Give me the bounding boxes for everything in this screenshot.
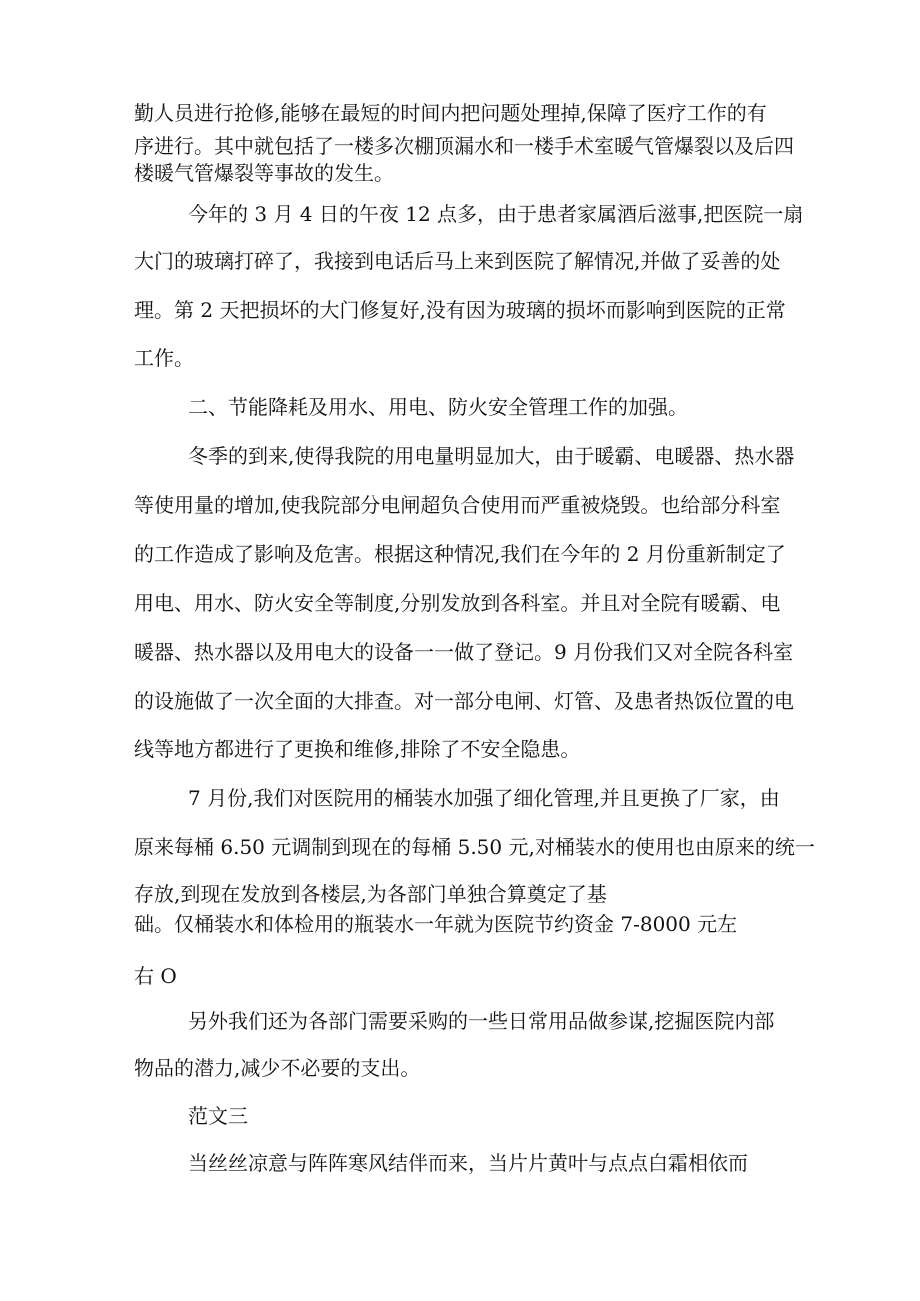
text-line: 理。第 2 天把损坏的大门修复好,没有因为玻璃的损坏而影响到医院的正常: [134, 298, 786, 322]
text-line: 当丝丝凉意与阵阵寒风结伴而来，当片片黄叶与点点白霜相依而: [188, 1151, 748, 1175]
text-line: 序进行。其中就包括了一楼多次棚顶漏水和一楼手术室暖气管爆裂以及后四: [134, 134, 794, 158]
text-line: 勤人员进行抢修,能够在最短的时间内把问题处理掉,保障了医疗工作的有: [134, 101, 767, 125]
text-line: 7 月份,我们对医院用的桶装水加强了细化管理,并且更换了厂家，由: [188, 786, 780, 810]
text-line: 冬季的到来,使得我院的用电量明显加大，由于暖霸、电暖器、热水器: [188, 444, 795, 468]
text-line: 的设施做了一次全面的大排查。对一部分电闸、灯管、及患者热饭位置的电: [134, 689, 794, 713]
text-line: 另外我们还为各部门需要采购的一些日常用品做参谋,挖掘医院内部: [188, 1009, 775, 1033]
section-heading: 范文三: [188, 1104, 248, 1128]
text-line: 原来每桶 6.50 元调制到现在的每桶 5.50 元,对桶装水的使用也由原来的统一: [134, 835, 815, 859]
text-line: 今年的 3 月 4 日的午夜 12 点多，由于患者家属酒后滋事,把医院一扇: [188, 202, 804, 226]
text-line: 暖器、热水器以及用电大的设备一一做了登记。9 月份我们又对全院各科室: [134, 640, 794, 664]
text-line: 础。仅桶装水和体检用的瓶装水一年就为医院节约资金 7-8000 元左: [134, 912, 738, 936]
text-line: 存放,到现在发放到各楼层,为各部门单独合算奠定了基: [134, 882, 607, 906]
text-line: 右 O: [134, 964, 177, 988]
text-line: 用电、用水、防火安全等制度,分别发放到各科室。并且对全院有暖霸、电: [134, 591, 781, 615]
text-line: 线等地方都进行了更换和维修,排除了不安全隐患。: [134, 737, 581, 761]
text-line: 等使用量的增加,使我院部分电闸超负合使用而严重被烧毁。也给部分科室: [134, 493, 781, 517]
text-line: 物品的潜力,减少不必要的支出。: [134, 1056, 421, 1080]
section-heading: 二、节能降耗及用水、用电、防火安全管理工作的加强。: [188, 395, 688, 419]
text-line: 工作。: [134, 346, 194, 370]
text-line: 楼暖气管爆裂等事故的发生。: [134, 161, 394, 185]
text-line: 的工作造成了影响及危害。根据这种情况,我们在今年的 2 月份重新制定了: [134, 542, 786, 566]
text-line: 大门的玻璃打碎了，我接到电话后马上来到医院了解情况,并做了妥善的处: [134, 249, 781, 273]
